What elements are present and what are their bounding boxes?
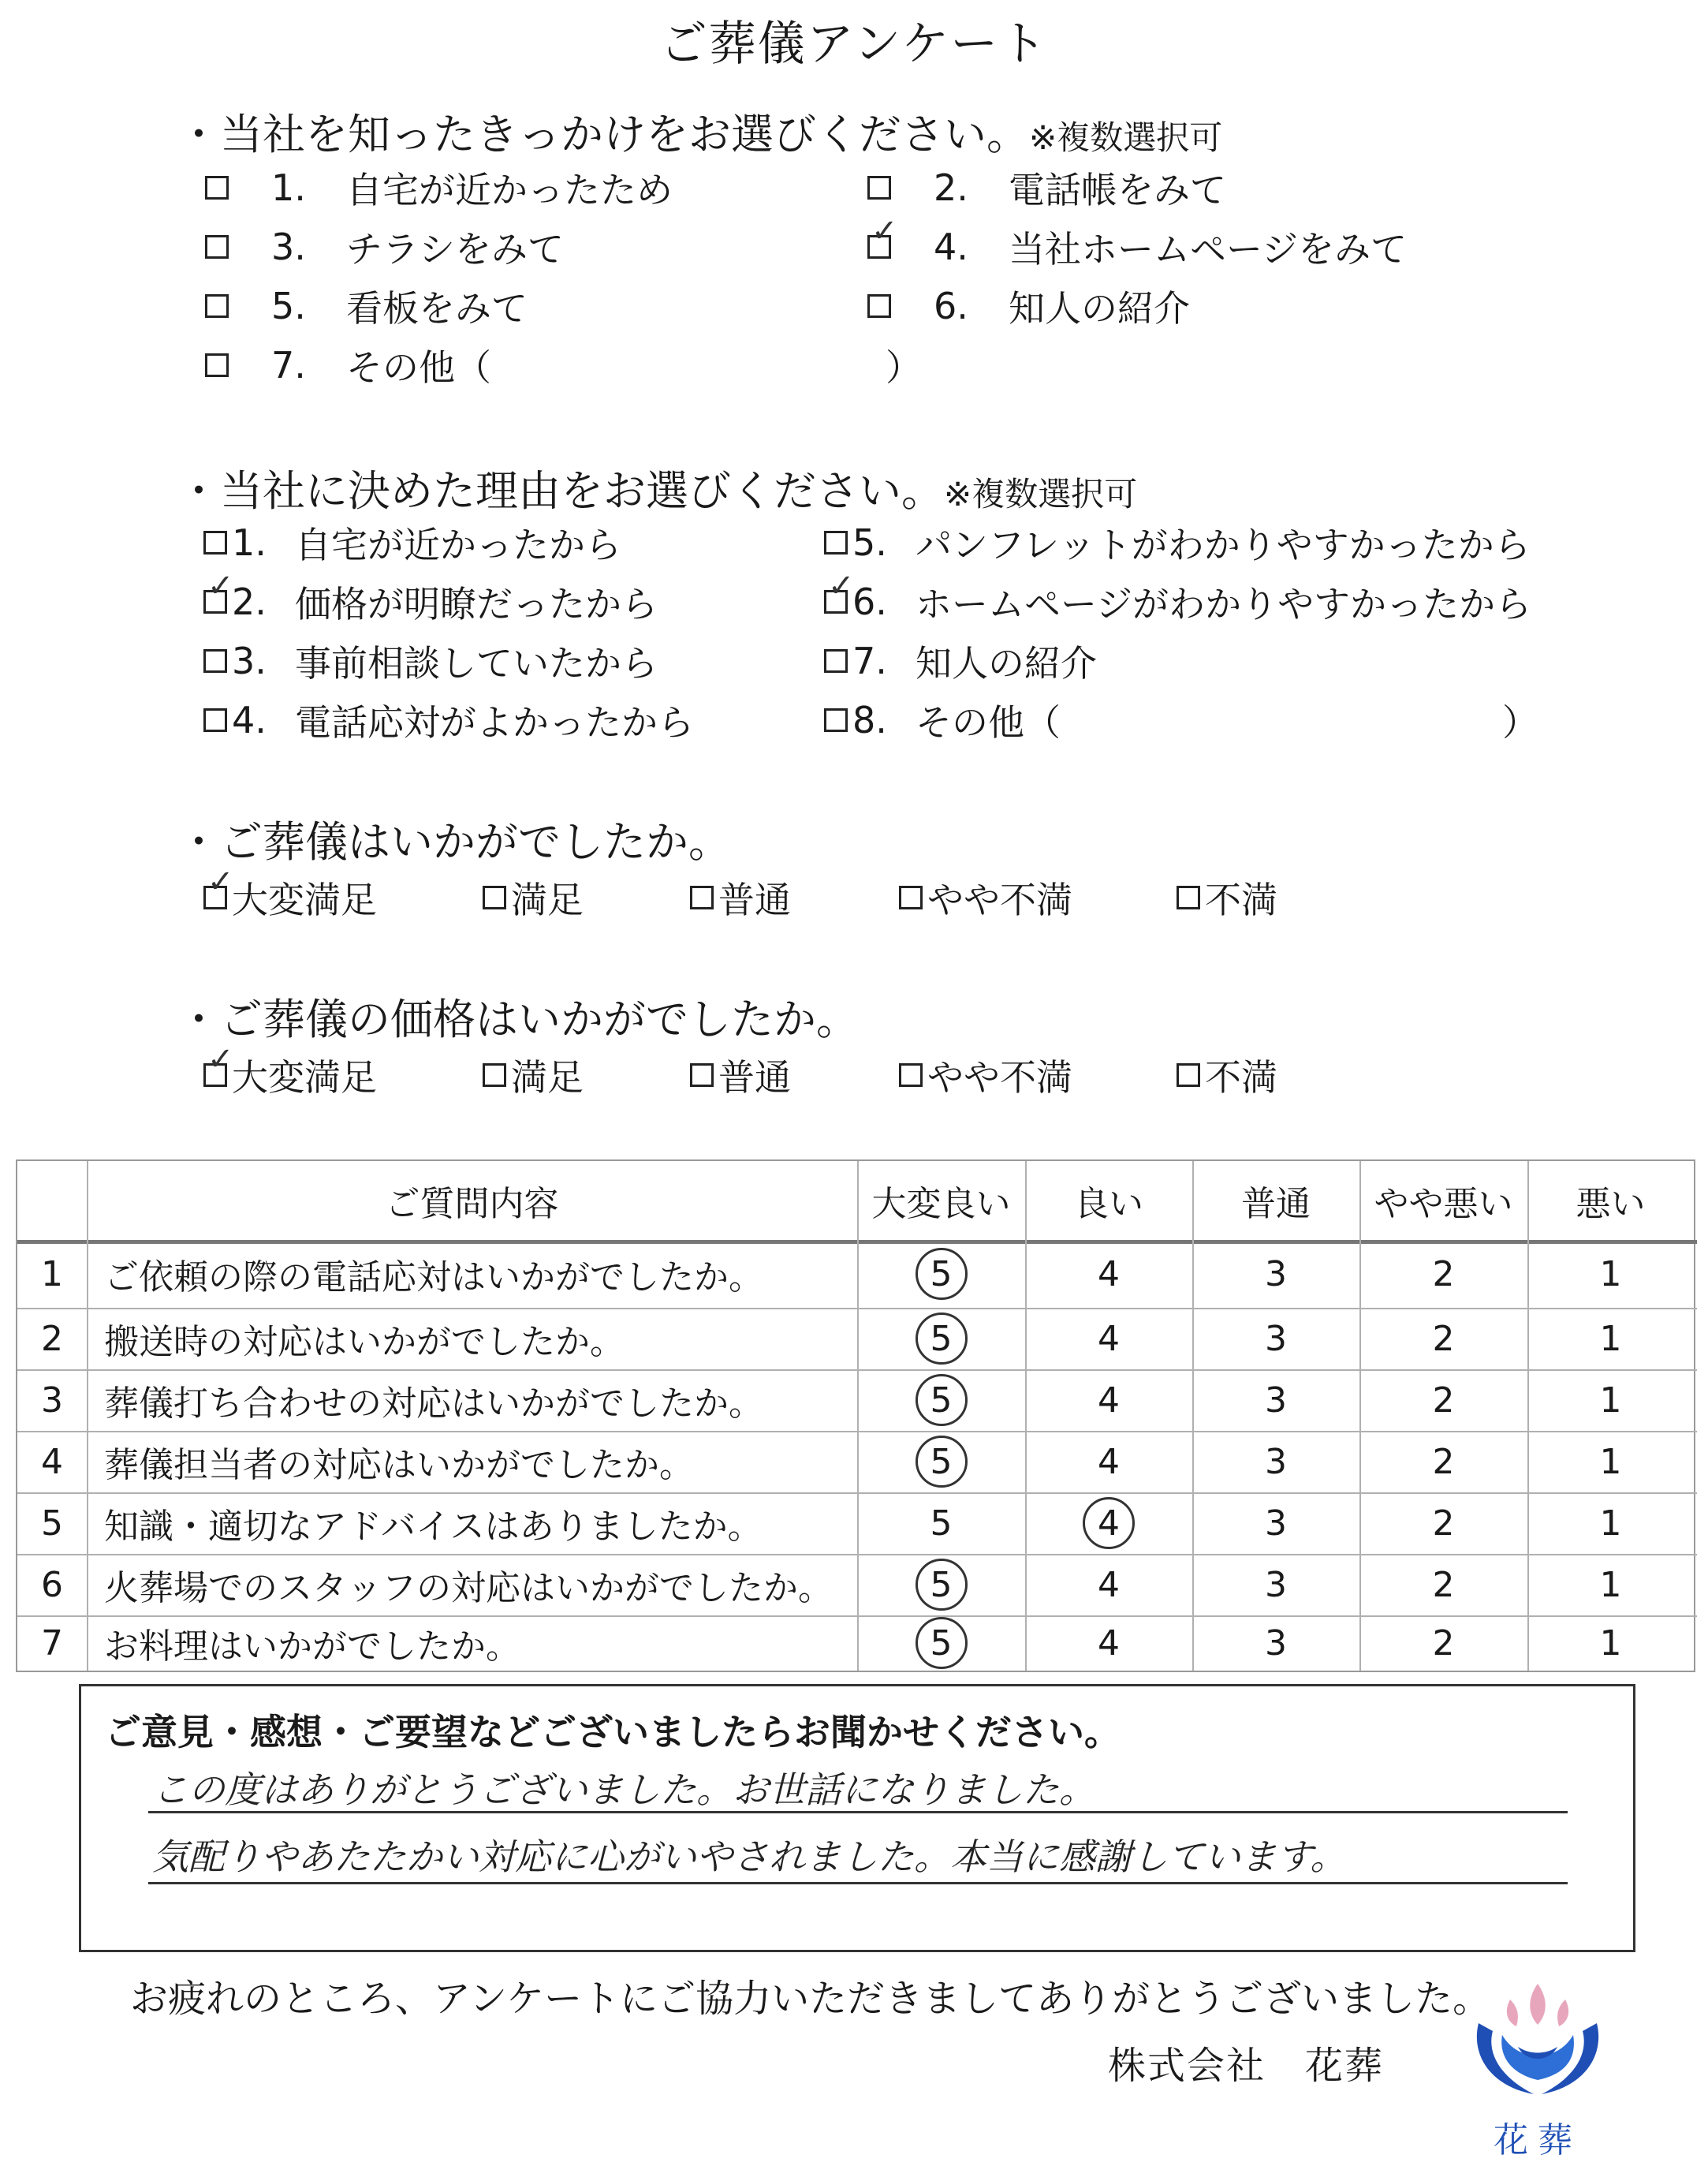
q2-option-number: 7. (852, 640, 887, 682)
company-logo (1455, 1976, 1620, 2160)
q2-checkbox-7[interactable] (824, 649, 848, 673)
q1-option-number: 3. (271, 226, 306, 268)
q1-checkbox-7[interactable] (205, 353, 229, 377)
q1-option-7[interactable] (205, 339, 922, 391)
q1-option-4[interactable] (867, 213, 1408, 273)
q2-checkbox-2[interactable] (203, 568, 234, 614)
q4-checkbox-2[interactable] (483, 1063, 506, 1087)
score-option-1[interactable]: 1 (1599, 1253, 1622, 1294)
score-option-3[interactable]: 3 (1265, 1441, 1287, 1482)
q2-option-label: ホームページがわかりやすかったから (916, 583, 1532, 625)
q2-note: ※複数選択可 (944, 475, 1138, 513)
q1-option-label: 看板をみて (346, 287, 528, 330)
q3-option-label: 満足 (511, 879, 584, 921)
comments-heading: ご意見・感想・ご要望などございましたらお聞かせください。 (105, 1711, 1121, 1753)
rating-table (16, 1159, 1695, 1672)
comment-underline-1 (148, 1811, 1568, 1813)
check-mark-icon: ✓ (871, 213, 898, 249)
score-option-4[interactable]: 4 (1098, 1622, 1120, 1664)
row-question: 葬儀担当者の対応はいかがでしたか。 (104, 1445, 694, 1485)
q2-checkbox-8[interactable] (824, 708, 848, 732)
thanks-message: お疲れのところ、アンケートにご協力いただきましてありがとうございました。 (130, 1977, 1491, 2021)
q2-checkbox-3[interactable] (203, 649, 227, 673)
q4-option-label: やや不満 (927, 1056, 1072, 1099)
score-option-3[interactable]: 3 (1265, 1380, 1287, 1421)
score-option-3[interactable]: 3 (1265, 1622, 1287, 1664)
q2-checkbox-1[interactable] (203, 531, 227, 555)
row-question: 搬送時の対応はいかがでしたか。 (104, 1322, 625, 1362)
q1-checkbox-5[interactable] (205, 294, 229, 318)
score-option-5[interactable] (857, 1369, 1025, 1431)
comments-box (79, 1684, 1635, 1952)
selected-score-circle: 5 (916, 1248, 968, 1300)
row-number: 3 (41, 1380, 63, 1421)
score-option-5[interactable] (857, 1615, 1025, 1671)
q4-option-3[interactable] (690, 1049, 791, 1101)
score-option-1[interactable]: 1 (1599, 1622, 1622, 1664)
q2-option-label: 電話応対がよかったから (295, 701, 694, 744)
row-question: ご依頼の際の電話応対はいかがでしたか。 (104, 1257, 763, 1298)
score-option-3[interactable]: 3 (1265, 1318, 1287, 1359)
comment-underline-2 (148, 1882, 1568, 1884)
q2-heading (177, 457, 1137, 518)
q2-option-number: 3. (232, 640, 267, 682)
q2-option-3[interactable] (203, 635, 658, 687)
score-option-1[interactable]: 1 (1599, 1564, 1622, 1605)
score-option-4[interactable]: 4 (1098, 1564, 1120, 1605)
q2-option-8[interactable] (824, 694, 1538, 746)
q4-option-label: 満足 (511, 1056, 584, 1099)
q2-option-number: 5. (852, 521, 887, 564)
q3-option-label: やや不満 (927, 879, 1072, 921)
selected-score-circle: 5 (916, 1617, 968, 1669)
q4-checkbox-5[interactable] (1177, 1063, 1200, 1087)
q4-option-5[interactable] (1177, 1049, 1277, 1101)
q2-checkbox-5[interactable] (824, 531, 848, 555)
score-option-3[interactable]: 3 (1265, 1564, 1287, 1605)
table-header-cell: ご質問内容 (385, 1184, 559, 1224)
q1-option-label: 電話帳をみて (1009, 169, 1226, 211)
q1-option-number: 7. (271, 344, 306, 386)
q4-checkbox-4[interactable] (899, 1063, 923, 1087)
q2-option-6[interactable] (824, 568, 1532, 628)
q1-note: ※複数選択可 (1029, 118, 1223, 157)
score-option-2[interactable]: 2 (1432, 1622, 1455, 1664)
score-option-3[interactable]: 3 (1265, 1253, 1287, 1294)
table-header-cell: 普通 (1241, 1184, 1311, 1224)
score-option-2[interactable]: 2 (1432, 1503, 1455, 1544)
q4-option-label: 不満 (1205, 1056, 1277, 1099)
q2-option-number: 1. (232, 521, 267, 564)
q3-checkbox-5[interactable] (1177, 886, 1200, 909)
q4-option-4[interactable] (899, 1049, 1072, 1101)
q1-option-label: チラシをみて (346, 228, 564, 271)
row-question: 知識・適切なアドバイスはありましたか。 (104, 1507, 763, 1547)
score-option-3[interactable]: 3 (1265, 1503, 1287, 1544)
check-mark-icon: ✓ (207, 1041, 234, 1077)
q2-checkbox-6[interactable] (824, 568, 855, 614)
table-header-cell: 大変良い (871, 1184, 1011, 1224)
q3-option-label: 大変満足 (232, 879, 377, 921)
score-option-5[interactable] (857, 1308, 1025, 1369)
q1-option-number: 4. (934, 226, 968, 268)
score-option-2[interactable]: 2 (1432, 1253, 1455, 1294)
row-question: 葬儀打ち合わせの対応はいかがでしたか。 (104, 1383, 763, 1424)
q2-other-close-paren: ） (1502, 701, 1538, 744)
q1-option-label: その他（ (346, 346, 491, 389)
q2-option-number: 4. (232, 699, 267, 741)
q1-checkbox-2[interactable] (867, 176, 891, 200)
table-header-cell: やや悪い (1374, 1184, 1513, 1224)
score-option-4[interactable]: 4 (1098, 1380, 1120, 1421)
score-option-4[interactable]: 4 (1098, 1318, 1120, 1359)
row-number: 7 (41, 1622, 63, 1664)
q1-option-number: 5. (271, 285, 306, 327)
table-header-cell: 良い (1074, 1184, 1143, 1224)
q1-option-label: 知人の紹介 (1009, 287, 1190, 330)
comment-line-1: この度はありがとうございました。お世話になりました。 (152, 1768, 1095, 1811)
q1-option-6[interactable] (867, 280, 1190, 332)
comment-line-2: 気配りやあたたかい対応に心がいやされました。本当に感謝しています。 (152, 1835, 1347, 1878)
row-number: 5 (41, 1503, 63, 1544)
q3-option-4[interactable] (899, 872, 1072, 924)
score-option-2[interactable]: 2 (1432, 1441, 1455, 1482)
q4-heading: ・ご葬儀の価格はいかがでしたか。 (177, 995, 859, 1044)
q2-option-number: 6. (852, 581, 887, 623)
q1-checkbox-1[interactable] (205, 176, 229, 200)
selected-score-circle: 4 (1083, 1497, 1135, 1549)
q4-option-label: 大変満足 (232, 1056, 377, 1099)
q2-option-number: 8. (852, 699, 887, 741)
score-option-2[interactable]: 2 (1432, 1380, 1455, 1421)
q3-option-2[interactable] (483, 872, 584, 924)
q2-heading-text: ・当社に決めた理由をお選びください。 (177, 466, 944, 516)
q4-checkbox-3[interactable] (690, 1063, 714, 1087)
score-option-4[interactable]: 4 (1098, 1253, 1120, 1294)
q1-option-number: 2. (934, 166, 968, 209)
score-option-5[interactable]: 5 (930, 1503, 953, 1544)
q1-checkbox-3[interactable] (205, 235, 229, 259)
row-question: 火葬場でのスタッフの対応はいかがでしたか。 (104, 1568, 833, 1608)
q3-option-3[interactable] (690, 872, 791, 924)
selected-score-circle: 5 (916, 1436, 968, 1488)
survey-title: ご葬儀アンケート (659, 17, 1049, 72)
row-number: 2 (41, 1318, 63, 1359)
q2-option-5[interactable] (824, 517, 1531, 569)
score-option-5[interactable] (857, 1431, 1025, 1492)
q1-other-close-paren: ） (886, 346, 922, 389)
q2-option-label: 知人の紹介 (916, 642, 1097, 685)
q3-option-label: 不満 (1205, 879, 1277, 921)
q3-option-1[interactable] (203, 864, 377, 924)
q1-option-3[interactable] (205, 221, 564, 273)
q2-checkbox-4[interactable] (203, 708, 227, 732)
q3-checkbox-1[interactable] (203, 864, 234, 909)
score-option-5[interactable] (857, 1240, 1025, 1308)
q1-heading-text: ・当社を知ったきっかけをお選びください。 (177, 110, 1029, 159)
row-number: 6 (41, 1564, 63, 1605)
logo-text: 花葬 (1494, 2120, 1582, 2160)
score-option-4[interactable] (1025, 1492, 1192, 1554)
q1-option-label: 自宅が近かったため (346, 169, 673, 211)
check-mark-icon: ✓ (207, 568, 234, 604)
check-mark-icon: ✓ (828, 568, 855, 604)
score-option-1[interactable]: 1 (1599, 1318, 1622, 1359)
q2-option-label: 事前相談していたから (295, 642, 658, 685)
q1-option-2[interactable] (867, 162, 1226, 214)
row-number: 1 (41, 1253, 63, 1294)
q2-option-label: 自宅が近かったから (295, 524, 621, 566)
row-question: お料理はいかがでしたか。 (104, 1626, 520, 1667)
score-option-2[interactable]: 2 (1432, 1318, 1455, 1359)
q3-checkbox-3[interactable] (690, 886, 714, 909)
q2-option-label: その他（ (916, 701, 1061, 744)
q2-option-label: パンフレットがわかりやすかったから (916, 524, 1531, 566)
q1-heading (177, 101, 1222, 162)
q1-checkbox-6[interactable] (867, 294, 891, 318)
q1-option-1[interactable] (205, 162, 673, 214)
score-option-1[interactable]: 1 (1599, 1380, 1622, 1421)
score-option-1[interactable]: 1 (1599, 1503, 1622, 1544)
q3-heading: ・ご葬儀はいかがでしたか。 (177, 817, 731, 867)
q3-option-5[interactable] (1177, 872, 1277, 924)
check-mark-icon: ✓ (207, 864, 234, 900)
score-option-5[interactable] (857, 1554, 1025, 1615)
score-option-1[interactable]: 1 (1599, 1441, 1622, 1482)
q3-checkbox-2[interactable] (483, 886, 506, 909)
flower-logo-icon (1455, 1976, 1620, 2114)
q4-option-label: 普通 (718, 1056, 791, 1099)
row-number: 4 (41, 1441, 63, 1482)
q1-option-5[interactable] (205, 280, 528, 332)
q1-option-label: 当社ホームページをみて (1009, 228, 1408, 271)
score-option-4[interactable]: 4 (1098, 1441, 1120, 1482)
q2-option-number: 2. (232, 581, 267, 623)
q1-checkbox-4[interactable] (867, 213, 898, 259)
selected-score-circle: 5 (916, 1559, 968, 1611)
q1-option-number: 1. (271, 166, 306, 209)
company-name: 株式会社 花葬 (1108, 2044, 1385, 2088)
q2-option-label: 価格が明瞭だったから (295, 583, 658, 625)
q2-option-7[interactable] (824, 635, 1097, 687)
score-option-2[interactable]: 2 (1432, 1564, 1455, 1605)
q2-option-4[interactable] (203, 694, 694, 746)
q2-option-2[interactable] (203, 568, 658, 628)
q3-checkbox-4[interactable] (899, 886, 923, 909)
table-header-cell: 悪い (1576, 1184, 1646, 1224)
selected-score-circle: 5 (916, 1374, 968, 1426)
selected-score-circle: 5 (916, 1313, 968, 1365)
q4-option-2[interactable] (483, 1049, 584, 1101)
q4-checkbox-1[interactable] (203, 1041, 234, 1087)
q3-option-label: 普通 (718, 879, 791, 921)
q4-option-1[interactable] (203, 1041, 377, 1101)
q2-option-1[interactable] (203, 517, 621, 569)
q1-option-number: 6. (934, 285, 968, 327)
